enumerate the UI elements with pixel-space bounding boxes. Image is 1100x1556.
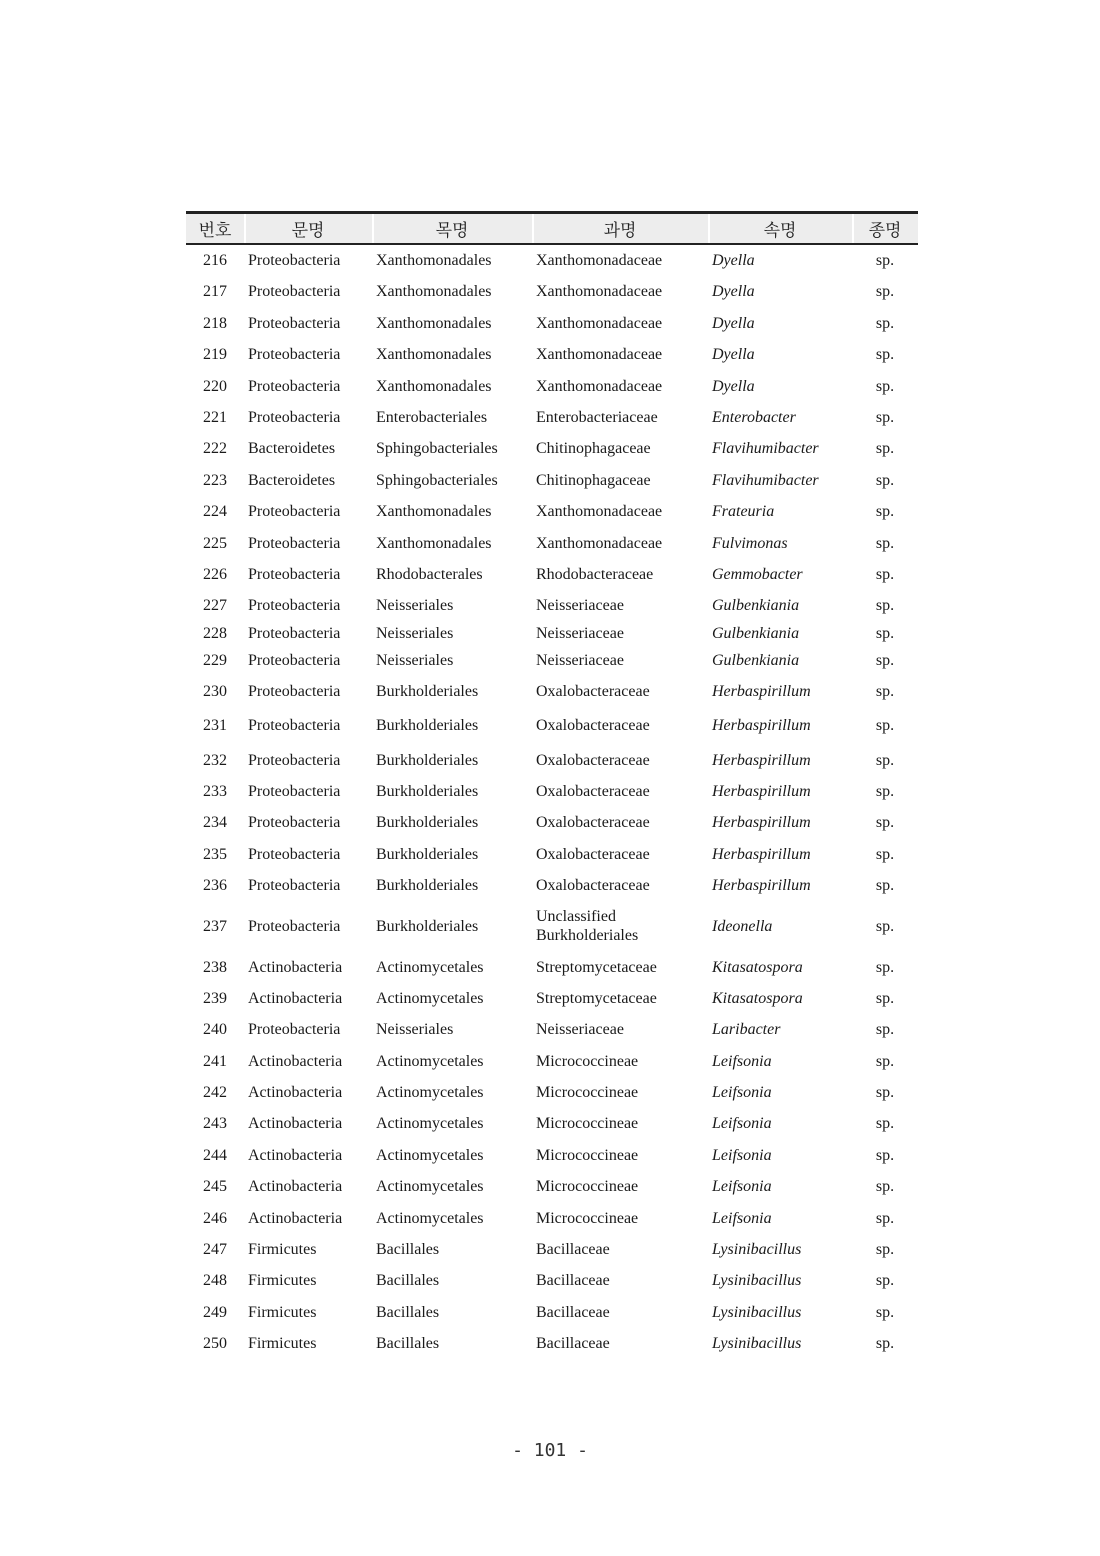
order-cell: Actinomycetales [376, 1052, 484, 1070]
family-cell: Oxalobacteraceae [536, 814, 650, 832]
order-cell: Actinomycetales [376, 989, 484, 1007]
genus-cell: Frateuria [712, 503, 775, 521]
genus-cell: Enterobacter [712, 409, 796, 427]
order-cell: Bacillales [376, 1335, 440, 1353]
genus-cell: Leifsonia [712, 1146, 772, 1164]
family-cell: Neisseriaceae [536, 624, 624, 642]
phylum-cell: Actinobacteria [248, 1052, 343, 1070]
family-cell: Rhodobacteraceae [536, 566, 654, 583]
phylum-cell: Firmicutes [248, 1241, 317, 1259]
row-number: 223 [203, 471, 227, 489]
phylum-cell: Proteobacteria [248, 845, 341, 863]
phylum-cell: Firmicutes [248, 1303, 317, 1321]
genus-cell: Gulbenkiania [712, 624, 800, 642]
row-number: 237 [203, 917, 227, 935]
genus-cell: Dyella [712, 252, 755, 270]
genus-cell: Leifsonia [712, 1209, 772, 1227]
species-cell: sp. [875, 409, 895, 427]
genus-cell: Herbaspirillum [712, 717, 811, 735]
genus-cell: Herbaspirillum [712, 683, 811, 701]
species-cell: sp. [875, 683, 895, 701]
family-cell: Streptomycetaceae [536, 958, 657, 976]
table-row [186, 1297, 918, 1328]
genus-cell: Leifsonia [712, 1115, 772, 1133]
species-cell: sp. [875, 782, 895, 800]
species-cell: sp. [875, 624, 895, 642]
table-row [186, 676, 918, 707]
table-row [186, 1234, 918, 1265]
phylum-cell: Actinobacteria [248, 1209, 343, 1227]
species-cell: sp. [875, 958, 895, 976]
table-row [186, 308, 918, 339]
order-cell: Burkholderiales [376, 683, 479, 701]
phylum-cell: Proteobacteria [248, 751, 341, 769]
species-cell: sp. [875, 814, 895, 832]
species-cell: sp. [875, 651, 895, 669]
family-cell: Unclassified Burkholderiales [536, 908, 639, 945]
order-cell: Bacillales [376, 1241, 440, 1259]
genus-cell: Kitasatospora [712, 989, 803, 1007]
phylum-cell: Actinobacteria [248, 1146, 343, 1164]
table-row [186, 901, 918, 951]
family-cell: Oxalobacteraceae [536, 877, 650, 895]
order-cell: Actinomycetales [376, 958, 484, 976]
table-row [186, 870, 918, 901]
table-row [186, 559, 918, 590]
species-cell: sp. [875, 471, 895, 489]
genus-cell: Lysinibacillus [712, 1272, 802, 1290]
row-number: 217 [203, 283, 227, 301]
genus-cell: Herbaspirillum [712, 877, 811, 895]
family-cell: Xanthomonadaceae [536, 346, 663, 364]
family-cell: Micrococcineae [536, 1115, 639, 1133]
row-number: 225 [203, 534, 227, 552]
family-cell: Bacillaceae [536, 1272, 610, 1290]
table-row [186, 645, 918, 676]
species-cell: sp. [875, 1272, 895, 1290]
genus-cell: Kitasatospora [712, 958, 803, 976]
table-row [186, 371, 918, 402]
order-cell: Burkholderiales [376, 782, 479, 800]
table-row [186, 1077, 918, 1108]
species-cell: sp. [875, 314, 895, 332]
phylum-cell: Actinobacteria [248, 1115, 343, 1133]
species-cell: sp. [875, 1209, 895, 1227]
genus-cell: Leifsonia [712, 1084, 772, 1102]
family-cell: Xanthomonadaceae [536, 377, 663, 395]
phylum-cell: Proteobacteria [248, 597, 341, 615]
genus-cell: Flavihumibacter [712, 440, 819, 458]
row-number: 234 [203, 814, 227, 832]
table-row [186, 339, 918, 370]
family-cell: Micrococcineae [536, 1052, 639, 1070]
order-cell: Rhodobacterales [376, 566, 483, 583]
genus-cell: Laribacter [712, 1021, 781, 1039]
table-row [186, 1171, 918, 1202]
order-cell: Actinomycetales [376, 1209, 484, 1227]
phylum-cell: Proteobacteria [248, 252, 341, 270]
family-cell: Bacillaceae [536, 1335, 610, 1353]
table-row [186, 1108, 918, 1139]
row-number: 231 [203, 717, 227, 735]
order-cell: Neisseriales [376, 597, 454, 615]
family-cell: Oxalobacteraceae [536, 782, 650, 800]
table-row [186, 276, 918, 307]
species-cell: sp. [875, 252, 895, 270]
order-cell: Sphingobacteriales [376, 440, 498, 458]
genus-cell: Dyella [712, 346, 755, 364]
order-cell: Actinomycetales [376, 1115, 484, 1133]
table-row [186, 744, 918, 775]
table-row [186, 244, 918, 276]
order-cell: Actinomycetales [376, 1146, 484, 1164]
table-row [186, 622, 918, 645]
phylum-cell: Proteobacteria [248, 651, 341, 669]
order-cell: Burkholderiales [376, 845, 479, 863]
phylum-cell: Firmicutes [248, 1272, 317, 1290]
genus-cell: Leifsonia [712, 1178, 772, 1196]
order-cell: Actinomycetales [376, 1178, 484, 1196]
species-cell: sp. [875, 566, 895, 583]
genus-cell: Dyella [712, 314, 755, 332]
order-cell: Sphingobacteriales [376, 471, 498, 489]
family-cell: Enterobacteriaceae [536, 409, 658, 427]
table-row [186, 465, 918, 496]
order-cell: Neisseriales [376, 1021, 454, 1039]
phylum-cell: Proteobacteria [248, 814, 341, 832]
row-number: 224 [203, 503, 227, 521]
phylum-cell: Bacteroidetes [248, 471, 336, 489]
phylum-cell: Actinobacteria [248, 1084, 343, 1102]
family-cell: Streptomycetaceae [536, 989, 657, 1007]
phylum-cell: Actinobacteria [248, 1178, 343, 1196]
row-number: 220 [203, 377, 227, 395]
header-phylum: 문명 [244, 213, 372, 245]
table-row [186, 776, 918, 807]
species-cell: sp. [875, 1146, 895, 1164]
row-number: 240 [203, 1021, 227, 1039]
table-row [186, 707, 918, 744]
phylum-cell: Proteobacteria [248, 566, 341, 583]
genus-cell: Dyella [712, 377, 755, 395]
genus-cell: Gemmobacter [712, 566, 803, 583]
species-cell: sp. [875, 1115, 895, 1133]
row-number: 221 [203, 409, 227, 427]
table-row [186, 1014, 918, 1045]
row-number: 250 [203, 1335, 227, 1353]
phylum-cell: Actinobacteria [248, 958, 343, 976]
table-row [186, 983, 918, 1014]
row-number: 228 [203, 624, 227, 642]
row-number: 222 [203, 440, 227, 458]
species-cell: sp. [875, 1021, 895, 1039]
header-order: 목명 [372, 213, 532, 245]
species-cell: sp. [875, 1335, 895, 1353]
family-cell: Chitinophagaceae [536, 440, 651, 458]
order-cell: Enterobacteriales [376, 409, 488, 427]
table-row [186, 951, 918, 982]
genus-cell: Lysinibacillus [712, 1241, 802, 1259]
taxonomy-table [186, 211, 918, 1360]
order-cell: Bacillales [376, 1272, 440, 1290]
table-row [186, 807, 918, 838]
phylum-cell: Proteobacteria [248, 624, 341, 642]
genus-cell: Dyella [712, 283, 755, 301]
species-cell: sp. [875, 1303, 895, 1321]
family-cell: Neisseriaceae [536, 597, 624, 615]
phylum-cell: Proteobacteria [248, 534, 341, 552]
table-row [186, 528, 918, 559]
genus-cell: Ideonella [712, 917, 773, 935]
genus-cell: Herbaspirillum [712, 814, 811, 832]
row-number: 229 [203, 651, 227, 669]
family-cell: Oxalobacteraceae [536, 845, 650, 863]
species-cell: sp. [875, 283, 895, 301]
family-cell: Xanthomonadaceae [536, 534, 663, 552]
page-number: - 101 - [512, 1440, 588, 1461]
header-number: 번호 [186, 213, 244, 245]
family-cell: Xanthomonadaceae [536, 314, 663, 332]
species-cell: sp. [875, 440, 895, 458]
phylum-cell: Proteobacteria [248, 283, 341, 301]
table-row [186, 1046, 918, 1077]
genus-cell: Herbaspirillum [712, 782, 811, 800]
row-number: 227 [203, 597, 227, 615]
order-cell: Xanthomonadales [376, 283, 492, 301]
order-cell: Xanthomonadales [376, 534, 492, 552]
row-number: 218 [203, 314, 227, 332]
genus-cell: Leifsonia [712, 1052, 772, 1070]
phylum-cell: Proteobacteria [248, 346, 341, 364]
phylum-cell: Proteobacteria [248, 503, 341, 521]
genus-cell: Fulvimonas [712, 534, 788, 552]
row-number: 232 [203, 751, 227, 769]
phylum-cell: Proteobacteria [248, 314, 341, 332]
table-row [186, 496, 918, 527]
table-row [186, 402, 918, 433]
phylum-cell: Firmicutes [248, 1335, 317, 1353]
table-row [186, 1203, 918, 1234]
family-cell: Micrococcineae [536, 1209, 639, 1227]
order-cell: Burkholderiales [376, 717, 479, 735]
genus-cell: Flavihumibacter [712, 471, 819, 489]
family-cell: Xanthomonadaceae [536, 283, 663, 301]
row-number: 226 [203, 566, 227, 583]
species-cell: sp. [875, 1084, 895, 1102]
header-genus: 속명 [708, 213, 852, 245]
family-cell: Micrococcineae [536, 1178, 639, 1196]
row-number: 216 [203, 252, 227, 270]
species-cell: sp. [875, 534, 895, 552]
family-cell: Bacillaceae [536, 1303, 610, 1321]
genus-cell: Herbaspirillum [712, 751, 811, 769]
phylum-cell: Proteobacteria [248, 717, 341, 735]
family-cell: Xanthomonadaceae [536, 503, 663, 521]
order-cell: Neisseriales [376, 624, 454, 642]
phylum-cell: Proteobacteria [248, 683, 341, 701]
row-number: 236 [203, 877, 227, 895]
row-number: 238 [203, 958, 227, 976]
phylum-cell: Proteobacteria [248, 917, 341, 935]
species-cell: sp. [875, 717, 895, 735]
family-cell: Xanthomonadaceae [536, 252, 663, 270]
table-row [186, 1140, 918, 1171]
order-cell: Burkholderiales [376, 917, 479, 935]
order-cell: Neisseriales [376, 651, 454, 669]
table-row [186, 839, 918, 870]
order-cell: Bacillales [376, 1303, 440, 1321]
row-number: 245 [203, 1178, 227, 1196]
family-cell: Oxalobacteraceae [536, 751, 650, 769]
species-cell: sp. [875, 503, 895, 521]
header-family: 과명 [532, 213, 708, 245]
order-cell: Actinomycetales [376, 1084, 484, 1102]
species-cell: sp. [875, 1052, 895, 1070]
row-number: 249 [203, 1303, 227, 1321]
row-number: 242 [203, 1084, 227, 1102]
species-cell: sp. [875, 751, 895, 769]
row-number: 239 [203, 989, 227, 1007]
row-number: 244 [203, 1146, 227, 1164]
phylum-cell: Bacteroidetes [248, 440, 336, 458]
species-cell: sp. [875, 377, 895, 395]
row-number: 243 [203, 1115, 227, 1133]
table-row [186, 433, 918, 464]
family-cell: Micrococcineae [536, 1084, 639, 1102]
order-cell: Burkholderiales [376, 877, 479, 895]
genus-cell: Lysinibacillus [712, 1303, 802, 1321]
species-cell: sp. [875, 917, 895, 935]
species-cell: sp. [875, 845, 895, 863]
species-cell: sp. [875, 877, 895, 895]
family-cell: Oxalobacteraceae [536, 683, 650, 701]
species-cell: sp. [875, 1178, 895, 1196]
row-number: 246 [203, 1209, 227, 1227]
row-number: 230 [203, 683, 227, 701]
family-cell: Micrococcineae [536, 1146, 639, 1164]
family-cell: Neisseriaceae [536, 651, 624, 669]
row-number: 241 [203, 1052, 227, 1070]
order-cell: Xanthomonadales [376, 377, 492, 395]
phylum-cell: Proteobacteria [248, 782, 341, 800]
table-header [186, 213, 918, 245]
phylum-cell: Proteobacteria [248, 1021, 341, 1039]
phylum-cell: Actinobacteria [248, 989, 343, 1007]
row-number: 219 [203, 346, 227, 364]
row-number: 235 [203, 845, 227, 863]
table-row [186, 1328, 918, 1359]
order-cell: Xanthomonadales [376, 252, 492, 270]
phylum-cell: Proteobacteria [248, 877, 341, 895]
species-cell: sp. [875, 1241, 895, 1259]
row-number: 247 [203, 1241, 227, 1259]
family-cell: Oxalobacteraceae [536, 717, 650, 735]
order-cell: Xanthomonadales [376, 503, 492, 521]
genus-cell: Gulbenkiania [712, 597, 800, 615]
header-species: 종명 [852, 213, 918, 245]
family-cell: Neisseriaceae [536, 1021, 624, 1039]
row-number: 233 [203, 782, 227, 800]
table-body [186, 244, 918, 1360]
genus-cell: Herbaspirillum [712, 845, 811, 863]
genus-cell: Gulbenkiania [712, 651, 800, 669]
row-number: 248 [203, 1272, 227, 1290]
species-cell: sp. [875, 989, 895, 1007]
order-cell: Burkholderiales [376, 751, 479, 769]
order-cell: Xanthomonadales [376, 314, 492, 332]
genus-cell: Lysinibacillus [712, 1335, 802, 1353]
family-cell: Chitinophagaceae [536, 471, 651, 489]
family-cell: Bacillaceae [536, 1241, 610, 1259]
species-cell: sp. [875, 346, 895, 364]
phylum-cell: Proteobacteria [248, 377, 341, 395]
order-cell: Xanthomonadales [376, 346, 492, 364]
table-row [186, 1265, 918, 1296]
table-row [186, 590, 918, 621]
species-cell: sp. [875, 597, 895, 615]
phylum-cell: Proteobacteria [248, 409, 341, 427]
order-cell: Burkholderiales [376, 814, 479, 832]
